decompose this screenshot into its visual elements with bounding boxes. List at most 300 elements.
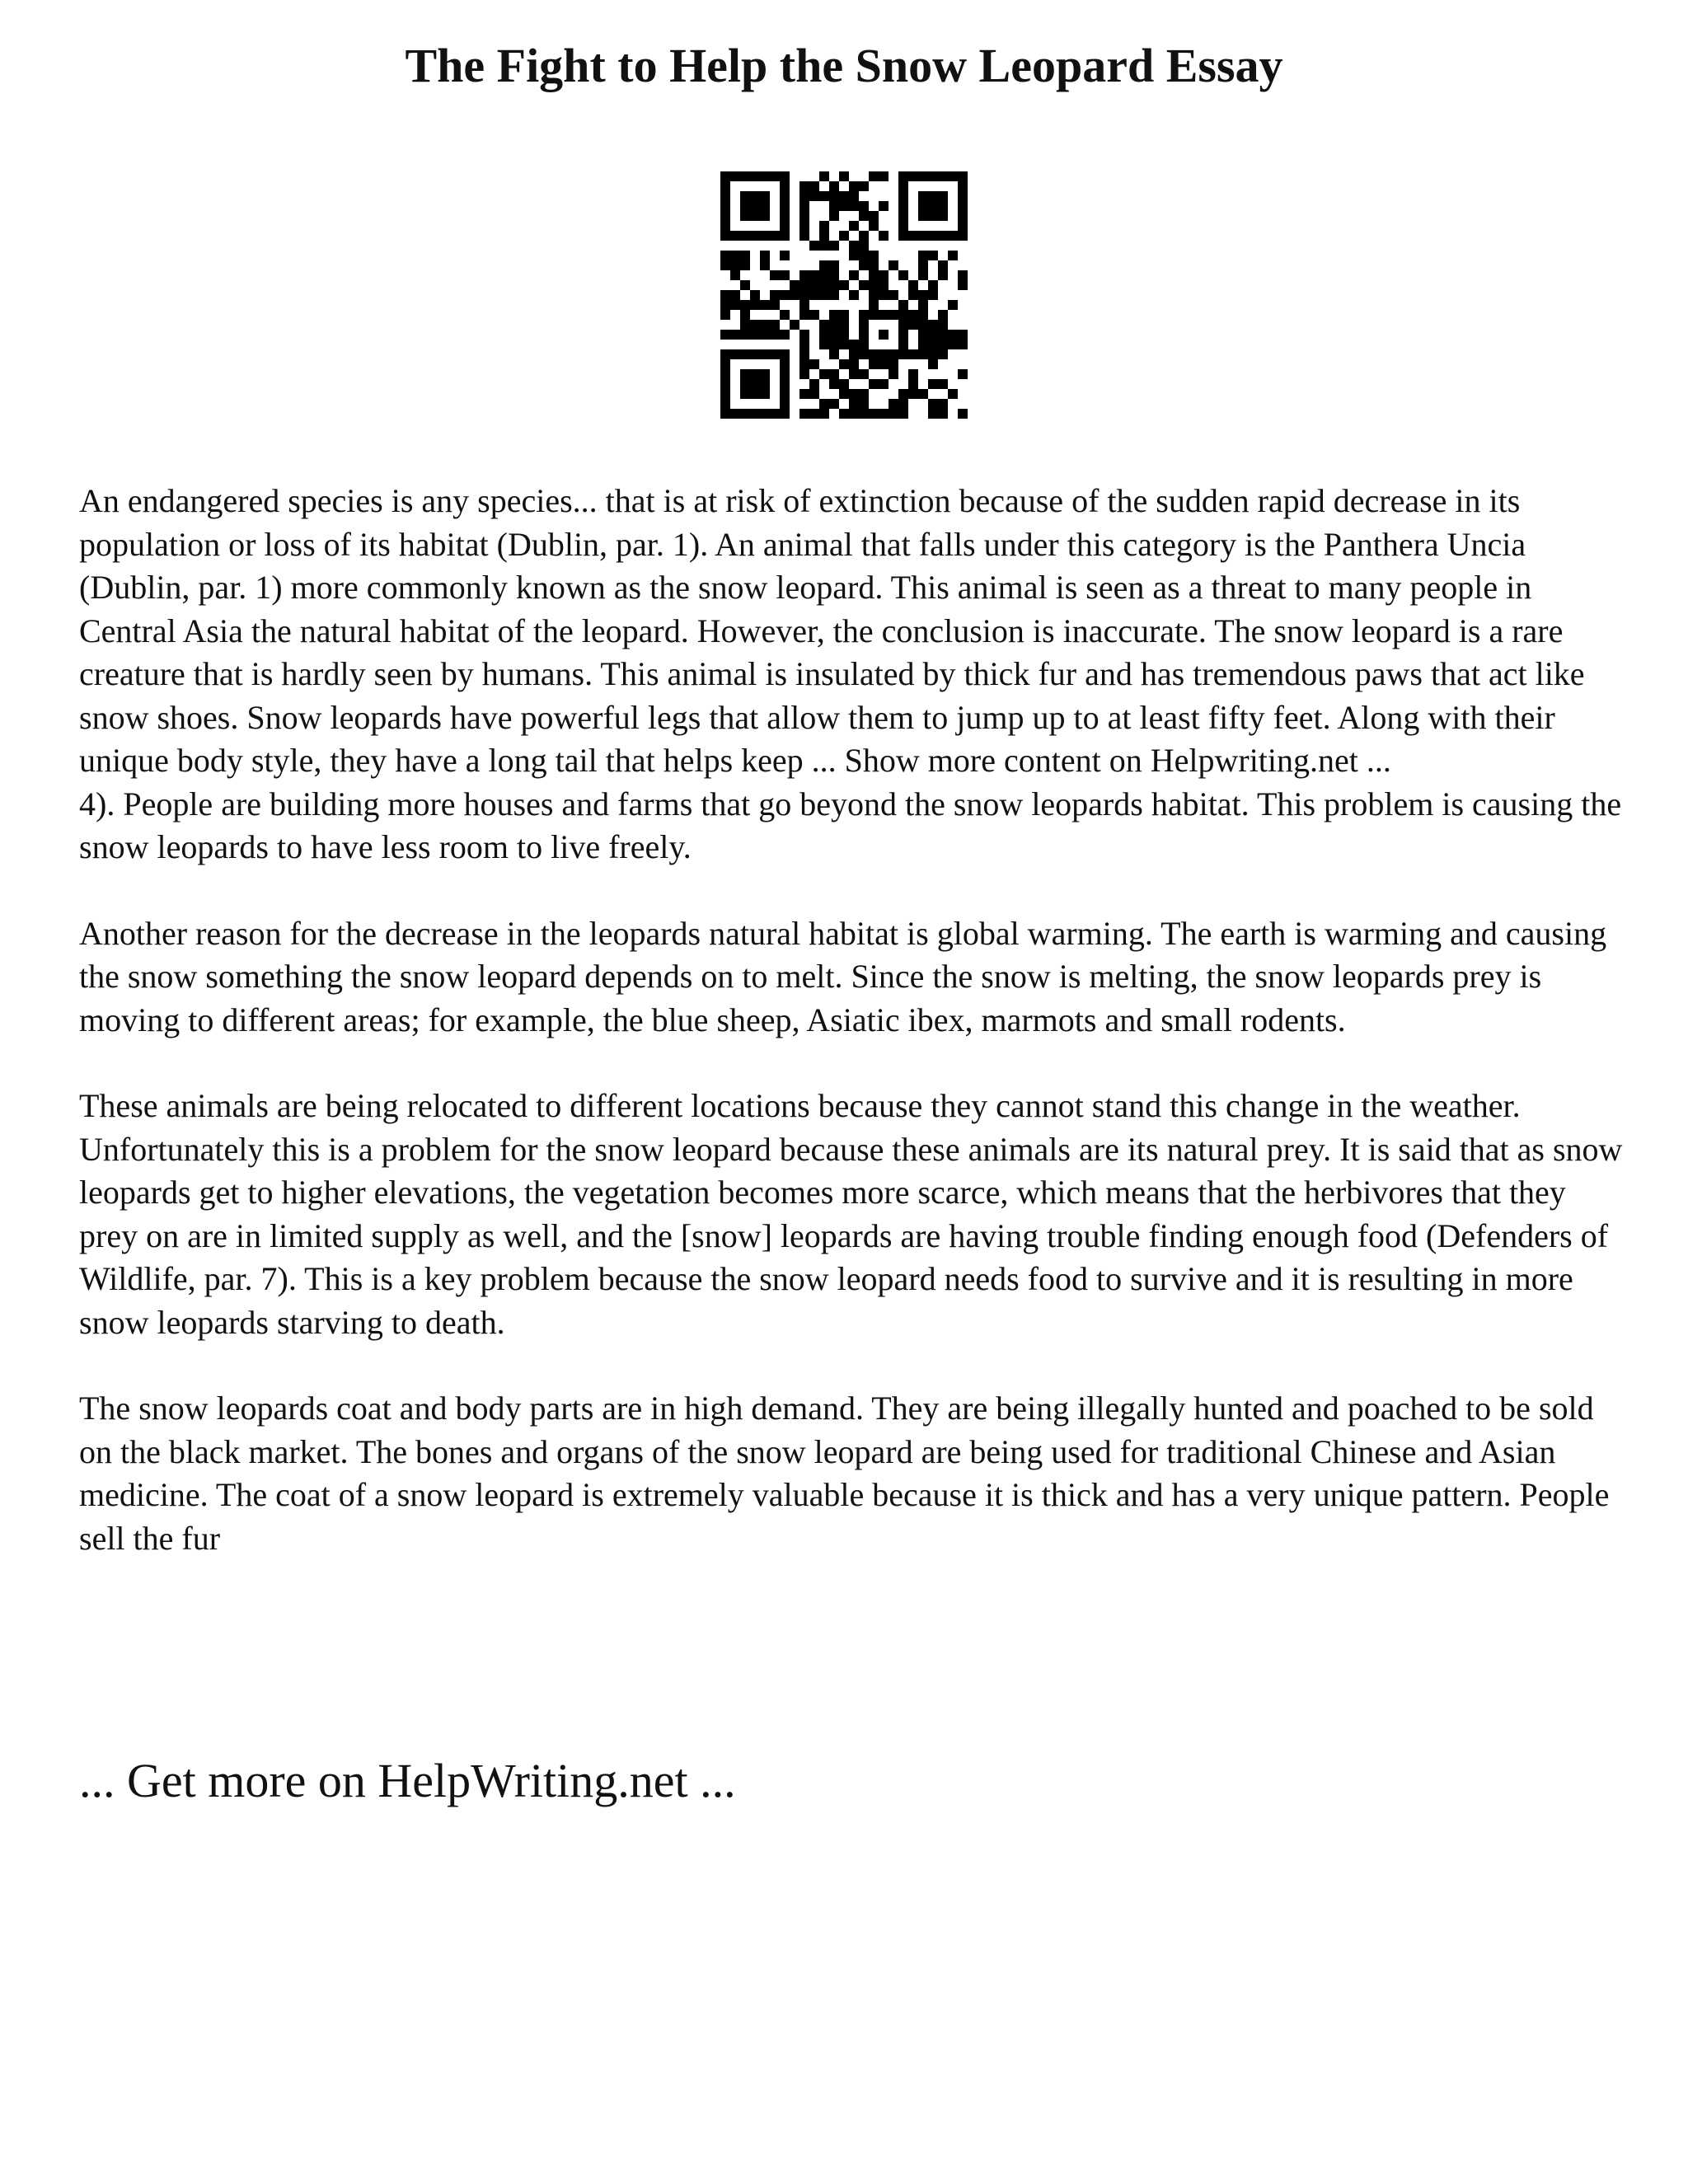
qr-module bbox=[740, 251, 750, 260]
qr-module bbox=[750, 330, 760, 340]
qr-module bbox=[740, 349, 750, 359]
qr-module bbox=[809, 409, 819, 419]
qr-module bbox=[819, 221, 829, 231]
page-title: The Fight to Help the Snow Leopard Essay bbox=[405, 39, 1283, 92]
qr-module bbox=[948, 330, 958, 340]
qr-module bbox=[799, 270, 809, 280]
qr-module bbox=[859, 369, 869, 379]
qr-module bbox=[938, 330, 948, 340]
qr-module bbox=[750, 191, 760, 201]
qr-module bbox=[819, 241, 829, 251]
qr-module bbox=[829, 260, 839, 270]
qr-module bbox=[819, 231, 829, 241]
qr-module bbox=[908, 379, 918, 389]
qr-module bbox=[879, 171, 889, 181]
qr-module bbox=[849, 221, 859, 231]
qr-module bbox=[938, 231, 948, 241]
qr-module bbox=[740, 330, 750, 340]
qr-module bbox=[898, 310, 908, 320]
qr-module bbox=[740, 201, 750, 211]
qr-module bbox=[869, 260, 879, 270]
qr-module bbox=[928, 340, 938, 349]
qr-module bbox=[799, 300, 809, 310]
qr-module bbox=[918, 251, 928, 260]
qr-module bbox=[829, 211, 839, 221]
qr-module bbox=[780, 409, 790, 419]
qr-module bbox=[958, 191, 968, 201]
qr-module bbox=[839, 310, 849, 320]
qr-module bbox=[760, 211, 770, 221]
qr-module bbox=[720, 359, 730, 369]
qr-module bbox=[869, 171, 879, 181]
qr-module bbox=[859, 251, 869, 260]
qr-module bbox=[770, 409, 780, 419]
qr-module bbox=[958, 369, 968, 379]
qr-module bbox=[879, 310, 889, 320]
qr-module bbox=[958, 270, 968, 280]
qr-module bbox=[869, 409, 879, 419]
qr-module bbox=[809, 379, 819, 389]
qr-module bbox=[720, 251, 730, 260]
qr-module bbox=[770, 330, 780, 340]
qr-module bbox=[889, 290, 898, 300]
qr-module bbox=[859, 399, 869, 409]
qr-module bbox=[730, 290, 740, 300]
qr-module bbox=[928, 349, 938, 359]
qr-module bbox=[750, 320, 760, 330]
qr-module bbox=[829, 181, 839, 191]
qr-module bbox=[958, 280, 968, 290]
qr-module bbox=[790, 320, 799, 330]
qr-module bbox=[819, 260, 829, 270]
qr-module bbox=[869, 359, 879, 369]
qr-module bbox=[849, 290, 859, 300]
qr-module bbox=[730, 330, 740, 340]
qr-module bbox=[889, 310, 898, 320]
qr-module bbox=[948, 171, 958, 181]
qr-module bbox=[740, 231, 750, 241]
qr-module bbox=[760, 389, 770, 399]
qr-module bbox=[849, 409, 859, 419]
qr-module bbox=[740, 409, 750, 419]
qr-module bbox=[799, 181, 809, 191]
qr-module bbox=[958, 221, 968, 231]
qr-module bbox=[898, 389, 908, 399]
qr-module bbox=[780, 399, 790, 409]
qr-module bbox=[829, 399, 839, 409]
qr-module bbox=[809, 389, 819, 399]
qr-module bbox=[849, 241, 859, 251]
qr-module bbox=[819, 320, 829, 330]
qr-module bbox=[770, 171, 780, 181]
qr-module bbox=[720, 379, 730, 389]
qr-module bbox=[829, 340, 839, 349]
qr-module bbox=[760, 171, 770, 181]
qr-module bbox=[859, 211, 869, 221]
qr-module bbox=[720, 191, 730, 201]
qr-module bbox=[720, 260, 730, 270]
qr-module bbox=[948, 300, 958, 310]
qr-module bbox=[819, 191, 829, 201]
qr-module bbox=[780, 191, 790, 201]
qr-module bbox=[829, 201, 839, 211]
qr-module bbox=[859, 409, 869, 419]
qr-module bbox=[720, 300, 730, 310]
qr-module bbox=[760, 201, 770, 211]
qr-module bbox=[780, 270, 790, 280]
qr-module bbox=[809, 280, 819, 290]
qr-module bbox=[730, 409, 740, 419]
qr-module bbox=[750, 201, 760, 211]
qr-module bbox=[799, 290, 809, 300]
qr-module bbox=[819, 340, 829, 349]
qr-module bbox=[898, 330, 908, 340]
qr-module bbox=[760, 300, 770, 310]
qr-module bbox=[819, 171, 829, 181]
qr-module bbox=[799, 211, 809, 221]
qr-module bbox=[938, 310, 948, 320]
qr-module bbox=[750, 389, 760, 399]
qr-module bbox=[839, 171, 849, 181]
qr-module bbox=[928, 379, 938, 389]
qr-module bbox=[829, 191, 839, 201]
qr-module bbox=[948, 251, 958, 260]
qr-module bbox=[829, 379, 839, 389]
qr-module bbox=[720, 201, 730, 211]
qr-module bbox=[859, 201, 869, 211]
qr-module bbox=[839, 330, 849, 340]
qr-module bbox=[799, 340, 809, 349]
qr-module bbox=[898, 349, 908, 359]
qr-module bbox=[889, 359, 898, 369]
qr-module bbox=[928, 201, 938, 211]
qr-module bbox=[908, 290, 918, 300]
qr-module bbox=[780, 251, 790, 260]
paragraph-2: Another reason for the decrease in the leopards natural habitat is global warming. The earth is warming and causing the snow something the snow leopard depends on to melt. Since the snow is melting, the snow leopards prey is moving to different areas; for example, the blue sheep, Asiatic ibex, marmots and small rodents. bbox=[79, 914, 1607, 1038]
qr-module bbox=[918, 201, 928, 211]
qr-module bbox=[839, 409, 849, 419]
qr-module bbox=[889, 409, 898, 419]
qr-module bbox=[740, 369, 750, 379]
qr-module bbox=[720, 369, 730, 379]
qr-module bbox=[889, 260, 898, 270]
qr-module bbox=[839, 280, 849, 290]
qr-module bbox=[859, 320, 869, 330]
qr-code-icon bbox=[720, 171, 968, 419]
qr-module bbox=[928, 211, 938, 221]
qr-module bbox=[750, 171, 760, 181]
qr-module bbox=[898, 399, 908, 409]
qr-module bbox=[740, 211, 750, 221]
qr-module bbox=[918, 211, 928, 221]
qr-module bbox=[859, 280, 869, 290]
qr-module bbox=[829, 241, 839, 251]
qr-module bbox=[839, 201, 849, 211]
qr-module bbox=[780, 349, 790, 359]
qr-module bbox=[839, 359, 849, 369]
qr-module bbox=[780, 369, 790, 379]
qr-module bbox=[750, 290, 760, 300]
qr-module bbox=[809, 359, 819, 369]
qr-module bbox=[849, 369, 859, 379]
qr-module bbox=[938, 211, 948, 221]
qr-module bbox=[928, 171, 938, 181]
qr-module bbox=[770, 270, 780, 280]
qr-module bbox=[928, 359, 938, 369]
qr-module bbox=[760, 320, 770, 330]
qr-module bbox=[809, 310, 819, 320]
qr-module bbox=[799, 389, 809, 399]
qr-module bbox=[799, 330, 809, 340]
qr-module bbox=[799, 191, 809, 201]
qr-module bbox=[720, 221, 730, 231]
qr-module bbox=[750, 231, 760, 241]
qr-module bbox=[730, 171, 740, 181]
qr-module bbox=[770, 349, 780, 359]
qr-module bbox=[780, 211, 790, 221]
qr-module bbox=[809, 270, 819, 280]
qr-module bbox=[780, 201, 790, 211]
qr-module bbox=[839, 379, 849, 389]
qr-module bbox=[720, 409, 730, 419]
qr-module bbox=[948, 389, 958, 399]
qr-module bbox=[849, 389, 859, 399]
qr-module bbox=[869, 251, 879, 260]
qr-module bbox=[839, 320, 849, 330]
qr-module bbox=[720, 171, 730, 181]
qr-module bbox=[780, 221, 790, 231]
qr-module bbox=[938, 340, 948, 349]
essay-body bbox=[79, 480, 1629, 1603]
qr-module bbox=[958, 211, 968, 221]
qr-module bbox=[918, 290, 928, 300]
paragraph-1 bbox=[79, 480, 1629, 869]
qr-module bbox=[799, 221, 809, 231]
qr-module bbox=[948, 231, 958, 241]
qr-module bbox=[760, 231, 770, 241]
qr-module bbox=[908, 231, 918, 241]
qr-module bbox=[730, 270, 740, 280]
qr-module bbox=[879, 409, 889, 419]
qr-module bbox=[780, 290, 790, 300]
qr-module bbox=[859, 310, 869, 320]
qr-module bbox=[780, 231, 790, 241]
qr-module bbox=[849, 191, 859, 201]
qr-module bbox=[849, 181, 859, 191]
paragraph-1-continuation: 4). People are building more houses and farms that go beyond the snow leopards habitat. This problem is causing the snow leopards to have less room to live freely. bbox=[79, 785, 1622, 865]
qr-module bbox=[918, 349, 928, 359]
qr-module bbox=[958, 181, 968, 191]
qr-module bbox=[849, 399, 859, 409]
qr-module bbox=[859, 340, 869, 349]
qr-module bbox=[908, 349, 918, 359]
qr-module bbox=[898, 211, 908, 221]
qr-module bbox=[869, 290, 879, 300]
qr-module bbox=[809, 241, 819, 251]
qr-module bbox=[780, 359, 790, 369]
qr-module bbox=[869, 211, 879, 221]
qr-module bbox=[780, 330, 790, 340]
qr-module bbox=[958, 231, 968, 241]
qr-module bbox=[918, 330, 928, 340]
qr-module bbox=[938, 409, 948, 419]
qr-module bbox=[889, 349, 898, 359]
qr-module bbox=[740, 389, 750, 399]
qr-module bbox=[839, 231, 849, 241]
qr-module bbox=[799, 349, 809, 359]
qr-module bbox=[869, 349, 879, 359]
qr-module bbox=[740, 310, 750, 320]
qr-module bbox=[720, 399, 730, 409]
qr-module bbox=[918, 231, 928, 241]
qr-module bbox=[859, 181, 869, 191]
qr-module bbox=[720, 349, 730, 359]
qr-module bbox=[908, 310, 918, 320]
qr-module bbox=[938, 201, 948, 211]
qr-module bbox=[918, 260, 928, 270]
qr-module bbox=[938, 320, 948, 330]
qr-module bbox=[898, 409, 908, 419]
qr-module bbox=[760, 191, 770, 201]
qr-module bbox=[918, 171, 928, 181]
qr-module bbox=[918, 320, 928, 330]
qr-module bbox=[898, 231, 908, 241]
get-more-link[interactable]: ... Get more on HelpWriting.net ... bbox=[79, 1754, 736, 1807]
qr-module bbox=[849, 251, 859, 260]
qr-module bbox=[720, 310, 730, 320]
qr-module bbox=[780, 171, 790, 181]
qr-module bbox=[839, 191, 849, 201]
qr-module bbox=[809, 290, 819, 300]
qr-module bbox=[790, 290, 799, 300]
qr-module bbox=[790, 280, 799, 290]
qr-module bbox=[740, 171, 750, 181]
qr-module bbox=[720, 389, 730, 399]
qr-module bbox=[908, 320, 918, 330]
qr-module bbox=[829, 320, 839, 330]
qr-module bbox=[750, 409, 760, 419]
qr-module bbox=[780, 310, 790, 320]
qr-module bbox=[918, 389, 928, 399]
qr-module bbox=[928, 330, 938, 340]
qr-module bbox=[938, 399, 948, 409]
qr-module bbox=[898, 181, 908, 191]
qr-module bbox=[720, 290, 730, 300]
qr-module bbox=[918, 340, 928, 349]
qr-module bbox=[760, 379, 770, 389]
qr-module bbox=[859, 260, 869, 270]
qr-module bbox=[879, 280, 889, 290]
qr-module bbox=[819, 270, 829, 280]
qr-module bbox=[750, 211, 760, 221]
qr-module bbox=[918, 270, 928, 280]
qr-module bbox=[819, 290, 829, 300]
qr-module bbox=[799, 310, 809, 320]
qr-module bbox=[839, 389, 849, 399]
qr-module bbox=[859, 349, 869, 359]
qr-module bbox=[760, 260, 770, 270]
qr-module bbox=[889, 399, 898, 409]
qr-module bbox=[859, 389, 869, 399]
qr-module bbox=[908, 280, 918, 290]
qr-module bbox=[898, 201, 908, 211]
paragraph-4: The snow leopards coat and body parts are in high demand. They are being illegally hunted and poached to be sold on the black market. The bones and organs of the snow leopard are being used for traditional Chinese and Asian medicine. The coat of a snow leopard is extremely valuable because it is thick and has a very unique pattern. People sell the fur bbox=[79, 1390, 1610, 1557]
qr-module bbox=[740, 280, 750, 290]
qr-module bbox=[879, 201, 889, 211]
qr-module bbox=[849, 349, 859, 359]
paragraph-1-text: An endangered species is any species... that is at risk of extinction because of the sudden rapid decrease in its population or loss of its habitat (Dublin, par. 1). An animal that falls under this category is the Panthera Uncia (Dublin, par. 1) more commonly known as the snow leopard. This animal is seen as a threat to many people in Central Asia the natural habitat of the leopard. However, the conclusion is inaccurate. The snow leopard is a rare creature that is hardly seen by humans. This animal is insulated by thick fur and has tremendous paws that act like snow shoes. Snow leopards have powerful legs that allow them to jump up to at least fifty feet. Along with their unique body style, they have a long tail that helps keep ... Show more content on Helpwriting.net ... bbox=[79, 482, 1585, 779]
qr-module bbox=[938, 260, 948, 270]
qr-module bbox=[898, 340, 908, 349]
qr-module bbox=[908, 171, 918, 181]
qr-module bbox=[928, 399, 938, 409]
qr-module bbox=[829, 270, 839, 280]
qr-module bbox=[879, 359, 889, 369]
qr-module bbox=[829, 369, 839, 379]
qr-module bbox=[770, 320, 780, 330]
qr-module bbox=[938, 379, 948, 389]
qr-module bbox=[898, 191, 908, 201]
qr-module bbox=[780, 181, 790, 191]
qr-module bbox=[809, 191, 819, 201]
qr-module bbox=[869, 270, 879, 280]
qr-module bbox=[879, 379, 889, 389]
qr-module bbox=[849, 270, 859, 280]
qr-module bbox=[750, 349, 760, 359]
qr-module bbox=[928, 251, 938, 260]
qr-module bbox=[898, 221, 908, 231]
qr-module bbox=[958, 201, 968, 211]
qr-module bbox=[720, 231, 730, 241]
qr-module bbox=[730, 231, 740, 241]
qr-module bbox=[740, 320, 750, 330]
qr-module bbox=[750, 379, 760, 389]
qr-module bbox=[799, 359, 809, 369]
qr-module bbox=[750, 369, 760, 379]
qr-module bbox=[799, 231, 809, 241]
qr-module bbox=[829, 330, 839, 340]
qr-module bbox=[760, 330, 770, 340]
qr-module bbox=[829, 280, 839, 290]
qr-module bbox=[879, 290, 889, 300]
qr-module bbox=[889, 369, 898, 379]
qr-module bbox=[829, 349, 839, 359]
qr-module bbox=[879, 330, 889, 340]
qr-module bbox=[898, 270, 908, 280]
qr-module bbox=[799, 369, 809, 379]
qr-module bbox=[829, 290, 839, 300]
qr-module bbox=[849, 340, 859, 349]
qr-module bbox=[799, 409, 809, 419]
qr-module bbox=[938, 171, 948, 181]
qr-module bbox=[730, 300, 740, 310]
qr-module bbox=[730, 260, 740, 270]
qr-module bbox=[928, 290, 938, 300]
qr-module bbox=[879, 270, 889, 280]
qr-module bbox=[819, 399, 829, 409]
qr-module bbox=[760, 409, 770, 419]
qr-module bbox=[928, 191, 938, 201]
qr-module bbox=[928, 320, 938, 330]
qr-module bbox=[809, 181, 819, 191]
qr-module bbox=[720, 330, 730, 340]
qr-module bbox=[740, 379, 750, 389]
qr-module bbox=[730, 251, 740, 260]
qr-module bbox=[948, 340, 958, 349]
qr-module bbox=[859, 231, 869, 241]
qr-module bbox=[770, 300, 780, 310]
qr-module bbox=[829, 310, 839, 320]
